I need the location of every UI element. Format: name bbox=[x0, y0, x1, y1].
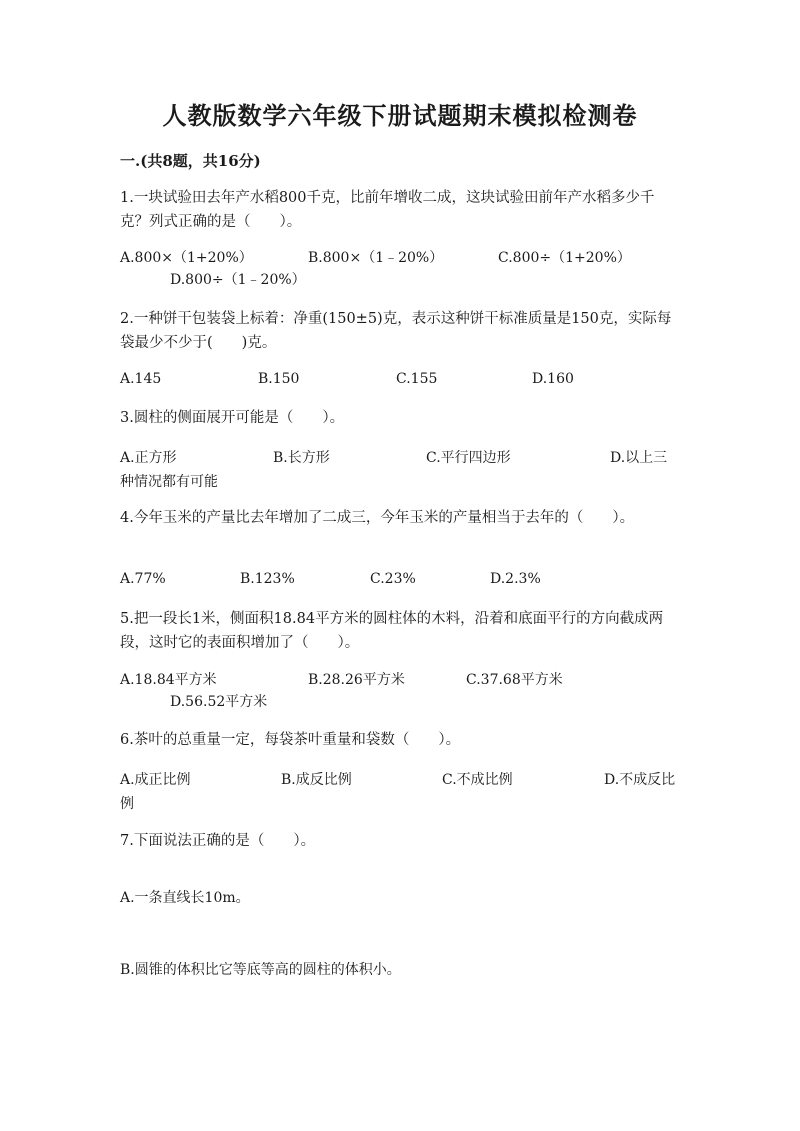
question-6-option-d[interactable]: D.不成反比例 bbox=[120, 772, 676, 812]
question-6-option-c[interactable]: C.不成比例 bbox=[442, 772, 513, 788]
question-3-option-b[interactable]: B.长方形 bbox=[273, 450, 330, 466]
section-heading: 一.(共8题，共16分) bbox=[120, 152, 261, 170]
question-5-option-a[interactable]: A.18.84平方米 bbox=[120, 672, 217, 688]
question-3-option-c[interactable]: C.平行四边形 bbox=[426, 450, 511, 466]
question-2-stem: 2.一种饼干包装袋上标着：净重(150±5)克，表示这种饼干标准质量是150克，实际每袋最少不少于( )克。 bbox=[120, 311, 672, 351]
question-1-option-b[interactable]: B.800×（1﹣20%） bbox=[308, 250, 444, 266]
question-3-stem: 3.圆柱的侧面展开可能是（ ）。 bbox=[120, 410, 345, 426]
question-4-option-a[interactable]: A.77% bbox=[120, 571, 166, 587]
question-7-option-b[interactable]: B.圆锥的体积比它等底等高的圆柱的体积小。 bbox=[120, 962, 401, 978]
question-2-option-b[interactable]: B.150 bbox=[258, 371, 300, 387]
question-6-option-a[interactable]: A.成正比例 bbox=[120, 772, 191, 788]
question-3-option-a[interactable]: A.正方形 bbox=[120, 450, 177, 466]
question-4-option-c[interactable]: C.23% bbox=[370, 571, 416, 587]
question-4-option-d[interactable]: D.2.3% bbox=[490, 571, 541, 587]
question-2-option-a[interactable]: A.145 bbox=[120, 371, 162, 387]
question-7-stem: 7.下面说法正确的是（ ）。 bbox=[120, 833, 316, 849]
question-2-option-c[interactable]: C.155 bbox=[396, 371, 438, 387]
question-5-stem: 5.把一段长1米，侧面积18.84平方米的圆柱体的木料，沿着和底面平行的方向截成两段，这时它的表面积增加了（ ）。 bbox=[120, 611, 664, 651]
question-7-option-a[interactable]: A.一条直线长10m。 bbox=[120, 890, 250, 906]
question-4-stem: 4.今年玉米的产量比去年增加了二成三，今年玉米的产量相当于去年的（ ）。 bbox=[120, 510, 635, 526]
question-2-option-d[interactable]: D.160 bbox=[532, 371, 574, 387]
question-5-option-c[interactable]: C.37.68平方米 bbox=[466, 672, 563, 688]
question-3-option-d[interactable]: D.以上三种情况都有可能 bbox=[120, 450, 668, 490]
question-1-option-d[interactable]: D.800÷（1﹣20%） bbox=[170, 272, 306, 288]
page-title: 人教版数学六年级下册试题期末模拟检测卷 bbox=[162, 101, 638, 130]
question-1-stem: 1.一块试验田去年产水稻800千克，比前年增收二成，这块试验田前年产水稻多少千克？列式正确的是（ ）。 bbox=[120, 190, 655, 230]
question-5-option-d[interactable]: D.56.52平方米 bbox=[170, 694, 268, 710]
question-5-option-b[interactable]: B.28.26平方米 bbox=[308, 672, 405, 688]
question-1-option-c[interactable]: C.800÷（1+20%） bbox=[498, 250, 631, 266]
question-1-option-a[interactable]: A.800×（1+20%） bbox=[120, 250, 253, 266]
question-6-option-b[interactable]: B.成反比例 bbox=[281, 772, 352, 788]
question-6-stem: 6.茶叶的总重量一定，每袋茶叶重量和袋数（ ）。 bbox=[120, 732, 461, 748]
question-4-option-b[interactable]: B.123% bbox=[240, 571, 295, 587]
